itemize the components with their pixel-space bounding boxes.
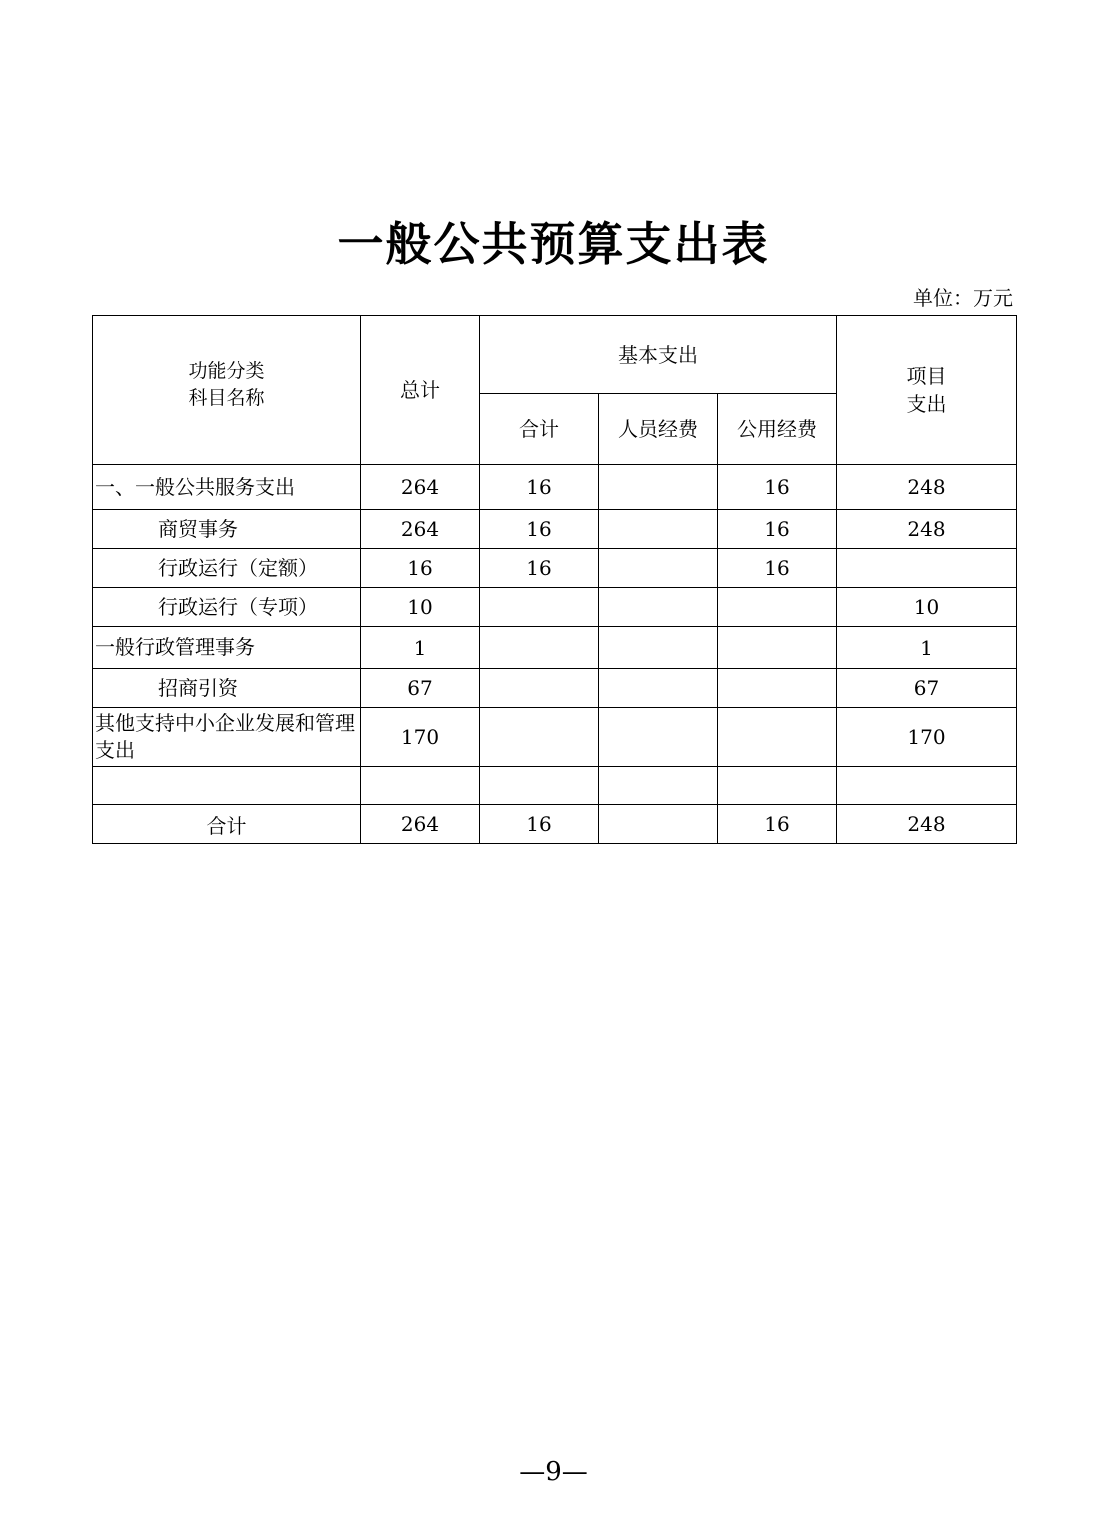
page-number: —9—	[519, 1457, 588, 1487]
row-name: 招商引资	[93, 669, 361, 708]
row-basic-sum: 16	[480, 510, 599, 549]
table-row	[93, 510, 1017, 549]
row-basic-sum	[480, 708, 599, 767]
row-total: 1	[361, 627, 480, 669]
row-personnel	[599, 465, 718, 510]
header-basic-group: 基本支出	[480, 316, 837, 394]
header-basic-sum: 合计	[480, 394, 599, 465]
row-name: 一般行政管理事务	[93, 627, 361, 669]
row-public	[718, 708, 837, 767]
row-project	[837, 767, 1017, 805]
header-name-line1: 功能分类	[188, 360, 265, 382]
total-row	[93, 805, 1017, 844]
table-row	[93, 465, 1017, 510]
row-public: 16	[718, 549, 837, 588]
header-row-1	[93, 316, 1017, 394]
row-personnel	[599, 510, 718, 549]
total-row-total: 264	[361, 805, 480, 844]
header-name-col	[93, 316, 361, 465]
row-basic-sum: 16	[480, 549, 599, 588]
row-personnel	[599, 588, 718, 627]
row-basic-sum	[480, 669, 599, 708]
total-row-personnel	[599, 805, 718, 844]
row-public	[718, 627, 837, 669]
row-project: 170	[837, 708, 1017, 767]
row-public	[718, 669, 837, 708]
total-row-public: 16	[718, 805, 837, 844]
header-name-line2: 科目名称	[188, 387, 265, 409]
total-row-basic-sum: 16	[480, 805, 599, 844]
row-project: 10	[837, 588, 1017, 627]
row-personnel	[599, 708, 718, 767]
row-name: 行政运行（定额）	[93, 549, 361, 588]
unit-label: 单位：万元	[913, 286, 1013, 310]
row-personnel	[599, 669, 718, 708]
total-row-label: 合计	[93, 805, 361, 844]
table-row	[93, 549, 1017, 588]
row-basic-sum: 16	[480, 465, 599, 510]
table-row	[93, 767, 1017, 805]
row-project: 248	[837, 465, 1017, 510]
row-total: 10	[361, 588, 480, 627]
row-total: 67	[361, 669, 480, 708]
header-project-line2: 支出	[906, 392, 947, 416]
row-basic-sum	[480, 627, 599, 669]
row-public	[718, 767, 837, 805]
header-total: 总计	[361, 316, 480, 465]
table-row	[93, 669, 1017, 708]
row-name: 其他支持中小企业发展和管理支出	[93, 708, 361, 767]
row-project: 248	[837, 510, 1017, 549]
header-project	[837, 316, 1017, 465]
row-public: 16	[718, 510, 837, 549]
budget-table	[92, 315, 1017, 844]
table-row	[93, 708, 1017, 767]
row-project	[837, 549, 1017, 588]
row-project: 1	[837, 627, 1017, 669]
row-name: 一、一般公共服务支出	[93, 465, 361, 510]
row-basic-sum	[480, 767, 599, 805]
header-public: 公用经费	[718, 394, 837, 465]
header-personnel: 人员经费	[599, 394, 718, 465]
header-project-line1: 项目	[906, 364, 947, 388]
row-personnel	[599, 627, 718, 669]
row-name: 行政运行（专项）	[93, 588, 361, 627]
row-personnel	[599, 549, 718, 588]
row-public	[718, 588, 837, 627]
total-row-project: 248	[837, 805, 1017, 844]
row-public: 16	[718, 465, 837, 510]
table-row	[93, 627, 1017, 669]
row-total: 170	[361, 708, 480, 767]
row-total	[361, 767, 480, 805]
row-total: 264	[361, 465, 480, 510]
row-total: 16	[361, 549, 480, 588]
row-total: 264	[361, 510, 480, 549]
row-name: 商贸事务	[93, 510, 361, 549]
row-basic-sum	[480, 588, 599, 627]
row-name	[93, 767, 361, 805]
row-project: 67	[837, 669, 1017, 708]
row-personnel	[599, 767, 718, 805]
page-title: 一般公共预算支出表	[337, 217, 770, 271]
table-row	[93, 588, 1017, 627]
